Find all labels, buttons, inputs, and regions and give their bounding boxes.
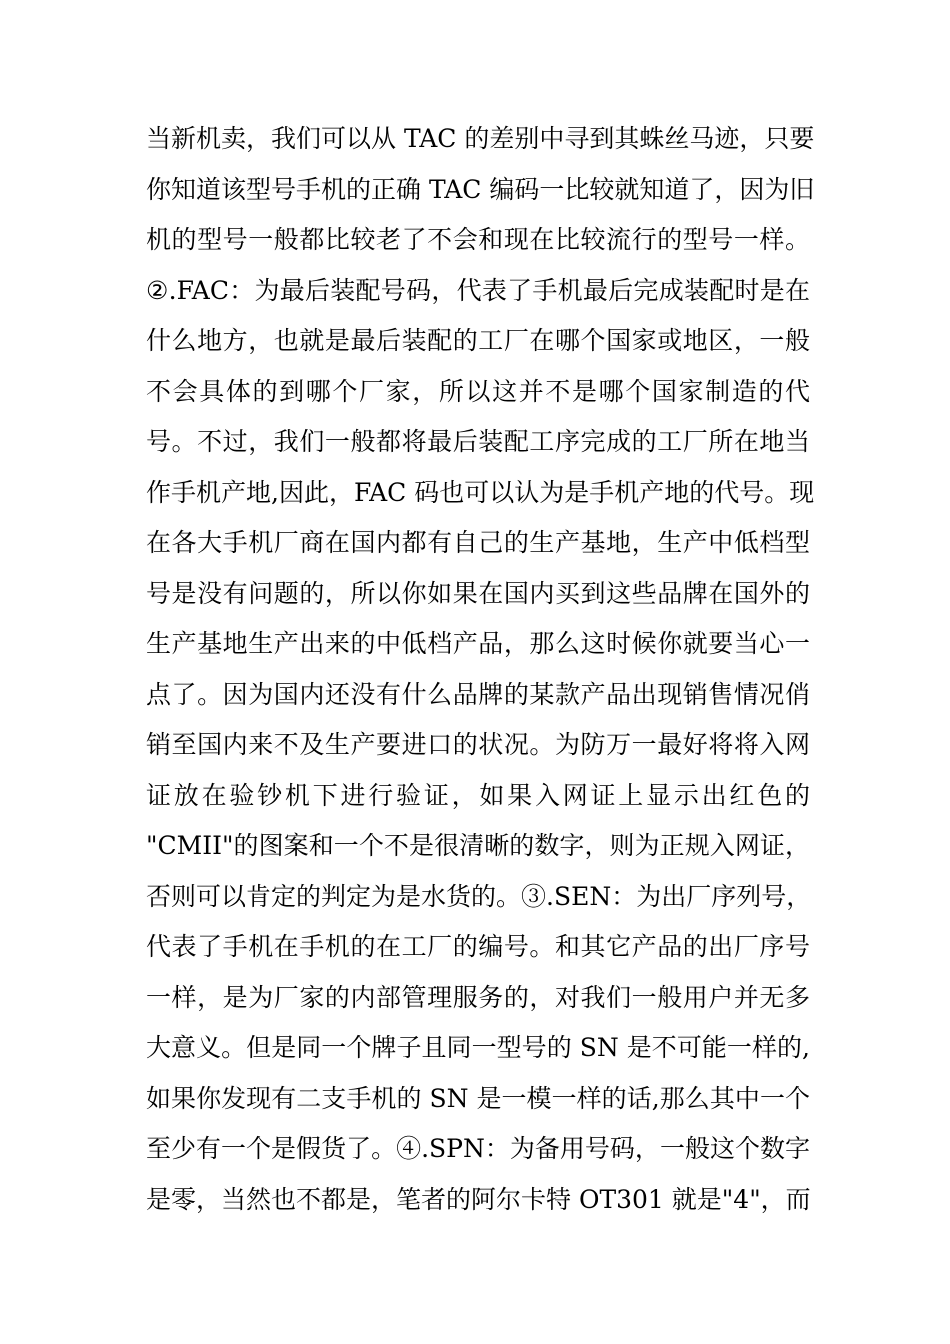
text-line: 什么地方，也就是最后装配的工厂在哪个国家或地区，一般: [146, 326, 810, 355]
text-line: 不会具体的到哪个厂家，所以这并不是哪个国家制造的代: [146, 376, 810, 406]
text-line: 号。不过，我们一般都将最后装配工序完成的工厂所在地当: [146, 427, 810, 456]
text-line: 机的型号一般都比较老了不会和现在比较流行的型号一样。: [146, 225, 810, 254]
text-line: 至少有一个是假货了。④.SPN：为备用号码，一般这个数字: [146, 1134, 810, 1163]
text-line: 当新机卖，我们可以从 TAC 的差别中寻到其蛛丝马迹，只要: [146, 124, 815, 153]
text-line: ②.FAC：为最后装配号码，代表了手机最后完成装配时是在: [146, 275, 810, 305]
text-line: 作手机产地,因此，FAC 码也可以认为是手机产地的代号。现: [146, 477, 815, 507]
text-line: 号是没有问题的，所以你如果在国内买到这些品牌在国外的: [146, 578, 810, 608]
text-line: 是零，当然也不都是，笔者的阿尔卡特 OT301 就是"4"，而: [146, 1184, 811, 1214]
text-line: 证放在验钞机下进行验证，如果入网证上显示出红色的: [146, 780, 810, 810]
text-line: 在各大手机厂商在国内都有自己的生产基地，生产中低档型: [146, 528, 810, 557]
text-line: 你知道该型号手机的正确 TAC 编码一比较就知道了，因为旧: [146, 174, 815, 204]
text-line: "CMII"的图案和一个不是很清晰的数字，则为正规入网证，: [146, 831, 810, 860]
text-line: 如果你发现有二支手机的 SN 是一模一样的话,那么其中一个: [146, 1083, 810, 1113]
text-line: 否则可以肯定的判定为是水货的。③.SEN：为出厂序列号，: [146, 881, 812, 911]
text-line: 生产基地生产出来的中低档产品，那么这时候你就要当心一: [146, 629, 810, 658]
text-line: 点了。因为国内还没有什么品牌的某款产品出现销售情况俏: [146, 679, 810, 709]
text-line: 大意义。但是同一个牌子且同一型号的 SN 是不可能一样的,: [146, 1033, 810, 1062]
text-line: 一样，是为厂家的内部管理服务的，对我们一般用户并无多: [146, 982, 810, 1012]
text-line: 代表了手机在手机的在工厂的编号。和其它产品的出厂序号: [146, 932, 810, 961]
text-line: 销至国内来不及生产要进口的状况。为防万一最好将将入网: [146, 730, 810, 759]
body-text: [146, 114, 815, 1225]
